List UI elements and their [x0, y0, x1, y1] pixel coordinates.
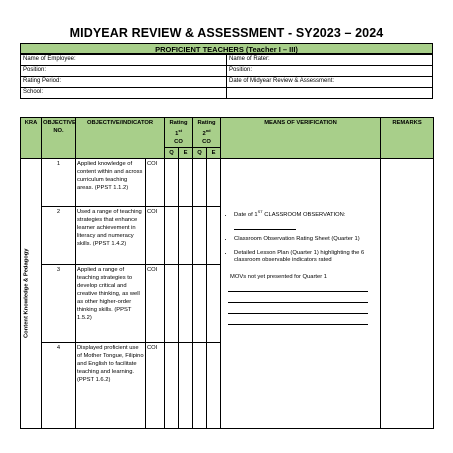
school-field: School: [21, 88, 227, 99]
review-date-field: Date of Midyear Review & Assessment: [227, 77, 433, 88]
table-row [21, 158, 434, 206]
coi-label: COI [146, 206, 165, 264]
means-header: MEANS OF VERIFICATION [221, 118, 381, 159]
mov-item-rating-sheet: • Classroom Observation Rating Sheet (Quarter 1) [234, 236, 379, 244]
employee-name-field: Name of Employee: [21, 55, 227, 66]
empty-field [227, 88, 433, 99]
rating1-header: Rating 1st CO [165, 118, 193, 148]
objective-header: OBJECTIVE/INDICATOR [76, 118, 165, 159]
rating-cell[interactable] [207, 342, 221, 428]
rating-cell[interactable] [193, 158, 207, 206]
rating-cell[interactable] [179, 342, 193, 428]
rating-cell[interactable] [165, 264, 179, 342]
rating-cell[interactable] [165, 158, 179, 206]
objective-number: 1 [42, 158, 76, 206]
remarks-cell[interactable] [381, 158, 434, 428]
employee-info-table [20, 54, 433, 99]
blank-line [228, 323, 368, 325]
objective-text: Displayed proficient use of Mother Tongue, Filipino and English to facilitate teaching and learning. (PPST 1.6.2) [76, 342, 146, 428]
mov-item-observation-date: • Date of 1ST CLASSROOM OBSERVATION: [234, 208, 379, 230]
q2-header: Q [193, 147, 207, 158]
rating2-header: Rating 2nd CO [193, 118, 221, 148]
rating-cell[interactable] [207, 264, 221, 342]
rating-cell[interactable] [193, 264, 207, 342]
rating-cell[interactable] [165, 342, 179, 428]
rating-cell[interactable] [179, 158, 193, 206]
coi-label: COI [146, 264, 165, 342]
objective-number: 2 [42, 206, 76, 264]
coi-label: COI [146, 158, 165, 206]
rating-cell[interactable] [193, 342, 207, 428]
objectives-table [20, 117, 434, 429]
means-of-verification [221, 158, 381, 428]
objective-text: Used a range of teaching strategies that enhance learner achievement in literacy and numeracy skills. (PPST 1.4.2) [76, 206, 146, 264]
mov-item-lesson-plan: • Detailed Lesson Plan (Quarter 1) highlighting the 6 classroom observable indicators rated [234, 250, 379, 265]
rating-cell[interactable] [207, 206, 221, 264]
objective-text: Applied knowledge of content within and across curriculum teaching areas. (PPST 1.1.2) [76, 158, 146, 206]
movs-note: MOVs not yet presented for Quarter 1 [230, 273, 328, 280]
coi-label: COI [146, 342, 165, 428]
q1-header: Q [165, 147, 179, 158]
objective-text: Applied a range of teaching strategies to develop critical and creative thinking, as well as other higher-order thinking skills. (PPST 1.5.2) [76, 264, 146, 342]
rating-cell[interactable] [179, 264, 193, 342]
blank-line [234, 228, 296, 230]
rating-cell[interactable] [179, 206, 193, 264]
e1-header: E [179, 147, 193, 158]
employee-position-field: Position: [21, 66, 227, 77]
rating-period-field: Rating Period: [21, 77, 227, 88]
blank-line [228, 290, 368, 292]
kra-label: Content Knowledge & Pedagogy [21, 158, 42, 428]
e2-header: E [207, 147, 221, 158]
remarks-header: REMARKS [381, 118, 434, 159]
rater-position-field: Position: [227, 66, 433, 77]
blank-line [228, 301, 368, 303]
objective-no-header: OBJECTIVE NO. [42, 118, 76, 159]
rater-name-field: Name of Rater: [227, 55, 433, 66]
document-subtitle: PROFICIENT TEACHERS (Teacher I – III) [20, 43, 433, 54]
blank-line [228, 312, 368, 314]
rating-cell[interactable] [165, 206, 179, 264]
objective-number: 4 [42, 342, 76, 428]
rating-cell[interactable] [207, 158, 221, 206]
rating-cell[interactable] [193, 206, 207, 264]
objective-number: 3 [42, 264, 76, 342]
kra-header: KRA [21, 118, 42, 159]
document-title: MIDYEAR REVIEW & ASSESSMENT - SY2023 – 2024 [69, 26, 384, 40]
